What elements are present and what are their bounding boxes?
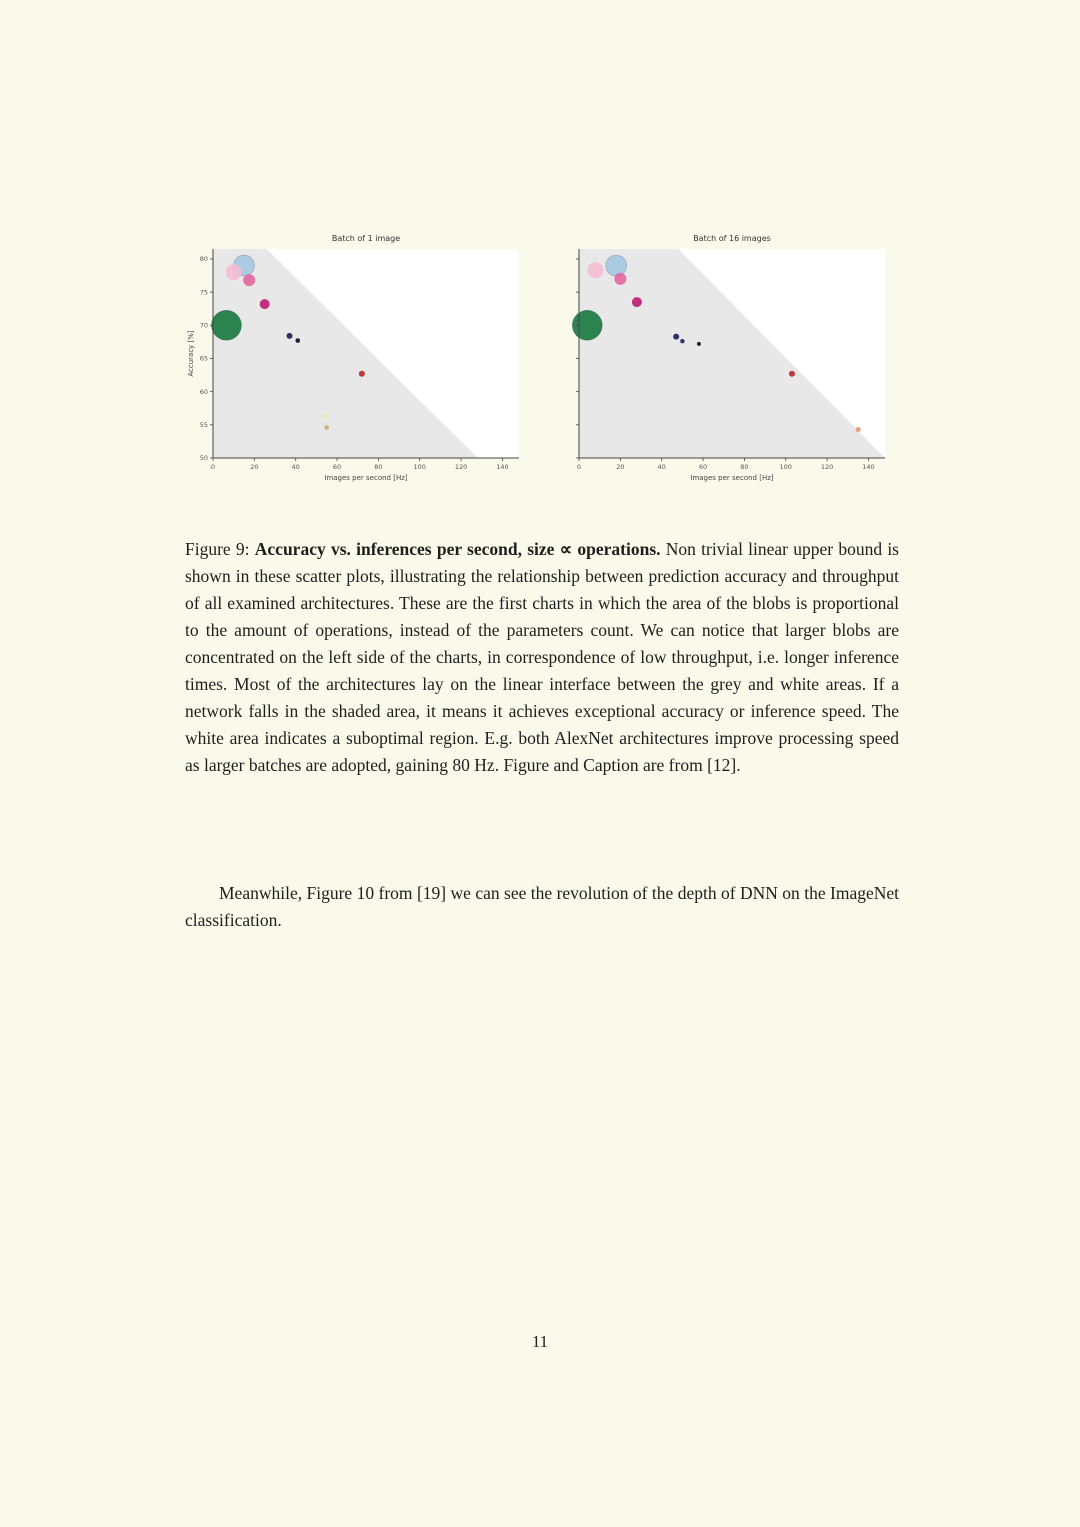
x-tick-label: 40 xyxy=(291,463,300,471)
figure-caption-body: Non trivial linear upper bound is shown in these scatter plots, illustrating the relationship between prediction accuracy and throughput of all examined architectures. These are the first charts in which the area of the blobs is proportional to the amount of operations, instead of the parameters count. We can notice that larger blobs are concentrated on the left side of the charts, in correspondence of low throughput, i.e. longer inference times. Most of the architectures lay on the linear interface between the grey and white areas. If a network falls in the shaded area, it means it achieves exceptional accuracy or inference speed. The white area indicates a suboptimal region. E.g. both AlexNet architectures improve processing speed as larger batches are adopted, gaining 80 Hz. Figure and Caption are from [12]. xyxy=(185,539,899,775)
figure-9-charts xyxy=(185,228,891,484)
scatter-point xyxy=(322,413,328,419)
y-axis-label: Accuracy [%] xyxy=(187,330,195,377)
scatter-point xyxy=(260,299,270,309)
y-tick-label: 70 xyxy=(199,321,208,330)
figure-caption-title: Accuracy vs. inferences per second, size ∝ operations. xyxy=(254,539,661,559)
x-tick-label: 20 xyxy=(616,463,625,471)
y-tick-label: 50 xyxy=(199,454,208,463)
x-tick-label: 0 xyxy=(210,463,216,471)
x-tick-label: 120 xyxy=(454,463,468,471)
body-paragraph: Meanwhile, Figure 10 from [19] we can see the revolution of the depth of DNN on the ImageNet classification. xyxy=(185,883,899,930)
y-tick-label: 75 xyxy=(199,288,208,297)
scatter-point xyxy=(614,273,626,285)
scatter-point xyxy=(359,371,365,377)
y-tick-label: 65 xyxy=(199,354,208,363)
figure-caption xyxy=(185,536,899,778)
scatter-point xyxy=(324,425,329,430)
scatter-point xyxy=(287,333,293,339)
x-tick-label: 0 xyxy=(576,463,582,471)
chart-title: Batch of 1 image xyxy=(331,234,401,243)
x-tick-label: 140 xyxy=(862,463,875,471)
scatter-point xyxy=(295,338,300,343)
x-tick-label: 60 xyxy=(698,463,708,471)
scatter-point xyxy=(606,255,627,276)
scatter-point xyxy=(856,427,861,432)
scatter-point xyxy=(680,339,684,343)
y-tick-label: 80 xyxy=(199,255,208,264)
x-tick-label: 80 xyxy=(374,463,383,471)
chart-title: Batch of 16 images xyxy=(693,234,771,243)
x-tick-label: 120 xyxy=(820,463,834,471)
x-tick-label: 140 xyxy=(496,463,509,471)
x-tick-label: 100 xyxy=(413,463,426,471)
page-number: 11 xyxy=(531,1332,549,1351)
x-tick-label: 100 xyxy=(779,463,792,471)
x-axis-label: Images per second [Hz] xyxy=(324,474,408,482)
scatter-point xyxy=(789,371,795,377)
x-tick-label: 60 xyxy=(332,463,342,471)
x-axis-label: Images per second [Hz] xyxy=(690,474,774,482)
scatter-chart-batch-16 xyxy=(551,228,891,484)
scatter-point xyxy=(243,274,255,286)
x-tick-label: 80 xyxy=(740,463,749,471)
x-tick-label: 20 xyxy=(250,463,259,471)
scatter-point xyxy=(588,262,604,278)
scatter-point xyxy=(697,342,701,346)
y-tick-label: 60 xyxy=(199,387,208,396)
scatter-chart-batch-1 xyxy=(185,228,525,484)
y-tick-label: 55 xyxy=(199,421,208,430)
scatter-point xyxy=(632,297,642,307)
figure-caption-label: Figure 9: xyxy=(185,539,255,559)
scatter-point xyxy=(673,334,679,340)
scatter-point xyxy=(211,310,241,340)
x-tick-label: 40 xyxy=(657,463,666,471)
scatter-point xyxy=(226,264,242,280)
